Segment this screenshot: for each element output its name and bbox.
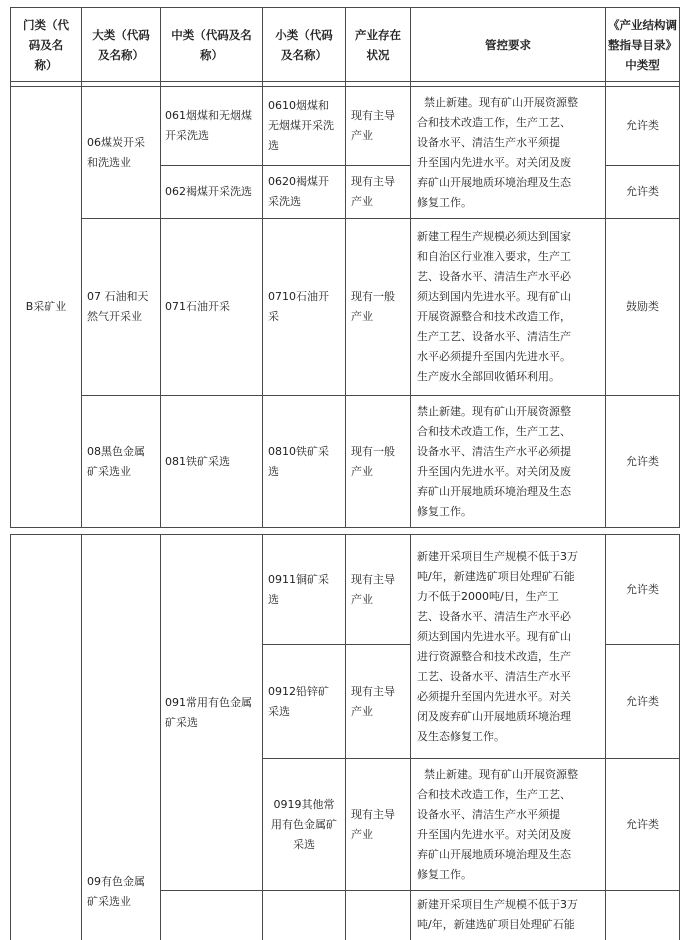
col-divider	[81, 534, 82, 940]
xiaolei-cell: 0810铁矿采 选	[268, 444, 329, 478]
zhonglei-cell: 091常用有色金属 矿采选	[165, 695, 252, 729]
zhonglei-cell: 062褐煤开采洗选	[165, 185, 252, 198]
xiaolei-cell: 0710石油开 采	[268, 290, 329, 323]
control-cell: 新建开采项目生产规模不低于3万 吨/年，新建选矿项目处理矿石能 力不低于2000吨/日，生产工 艺、设备水平、清洁生产水平必 须达到国内先进水平。现有矿山 进行资源整合和技术改造，生产 工艺、设备水平、清洁生产水平 必须提升至国内先进水平。对关 闭及废弃矿山开展地质环境治理 及生态修复工作。	[417, 549, 578, 743]
dalei-cell: 07 石油和天 然气开采业	[87, 290, 149, 323]
type-cell: 允许类	[626, 119, 659, 132]
xiaolei-cell: 0911铜矿采 选	[268, 572, 329, 606]
status-cell: 现有主导 产业	[351, 572, 395, 606]
menlei-cell: B采矿业	[25, 300, 67, 313]
zhonglei-cell: 081铁矿采选	[165, 454, 230, 468]
col-divider	[262, 7, 263, 528]
dalei-cell: 09有色金属 矿采选业	[87, 875, 145, 908]
header-dalei: 大类（代码 及名称）	[92, 27, 150, 62]
header-xiaolei: 小类（代码 及名称）	[275, 27, 333, 62]
col-divider	[160, 7, 161, 528]
status-cell: 现有一般 产业	[351, 444, 395, 478]
control-cell: 新建开采项目生产规模不低于3万 吨/年，新建选矿项目处理矿石能	[417, 898, 578, 931]
dalei-cell: 06煤炭开采 和洗选业	[87, 135, 145, 169]
type-cell: 允许类	[626, 582, 659, 596]
header-zhonglei: 中类（代码及名 称）	[171, 27, 252, 62]
status-cell: 现有主导 产业	[351, 807, 395, 841]
status-cell: 现有主导 产业	[351, 109, 395, 142]
control-cell: 新建工程生产规模必须达到国家 和自治区行业准入要求，生产工 艺、设备水平、清洁生产水平必 须达到国内先进水平。现有矿山 开展资源整合和技术改造工作， 生产工艺、设备水平、清洁生产 水平必须提升至国内先进水平。 生产废水全部回收循环利用。	[417, 230, 571, 383]
col-divider	[10, 534, 11, 940]
row-divider	[160, 890, 680, 891]
xiaolei-cell: 0610烟煤和 无烟煤开采洗 选	[268, 99, 334, 152]
header-menlei: 门类（代 码及名 称）	[23, 17, 69, 72]
type-cell: 允许类	[626, 694, 659, 708]
xiaolei-cell: 0912铅锌矿 采选	[268, 684, 329, 718]
col-divider	[345, 7, 346, 528]
status-cell: 现有一般 产业	[351, 290, 395, 323]
type-cell: 允许类	[626, 454, 659, 468]
status-cell: 现有主导 产业	[351, 684, 395, 718]
status-cell: 现有主导 产业	[351, 175, 395, 208]
control-cell: 禁止新建。现有矿山开展资源整 合和技术改造工作，生产工艺、 设备水平、清洁生产水平须提 升至国内先进水平。对关闭及废 弃矿山开展地质环境治理及生态 修复工作。	[417, 95, 578, 209]
col-divider	[160, 534, 161, 940]
control-cell: 禁止新建。现有矿山开展资源整 合和技术改造工作，生产工艺、 设备水平、清洁生产水平必须提 升至国内先进水平。对关闭及废 弃矿山开展地质环境治理及生态 修复工作。	[417, 404, 571, 518]
col-divider	[679, 7, 680, 528]
xiaolei-cell: 0620褐煤开 采洗选	[268, 175, 329, 208]
type-cell: 允许类	[626, 817, 659, 831]
col-divider	[410, 7, 411, 528]
dalei-cell: 08黑色金属 矿采选业	[87, 444, 145, 478]
xiaolei-cell: 0919其他常 用有色金属矿 采选	[271, 797, 337, 851]
col-divider	[345, 534, 346, 940]
header-control: 管控要求	[485, 37, 531, 52]
col-divider	[81, 7, 82, 528]
header-status: 产业存在 状况	[355, 27, 401, 62]
control-cell: 禁止新建。现有矿山开展资源整 合和技术改造工作，生产工艺、 设备水平、清洁生产水平须提 升至国内先进水平。对关闭及废 弃矿山开展地质环境治理及生态 修复工作。	[417, 767, 578, 881]
header-catalog: 《产业结构调 整指导目录》 中类型	[608, 17, 677, 72]
type-cell: 鼓励类	[626, 300, 659, 313]
col-divider	[410, 534, 411, 940]
type-cell: 允许类	[626, 185, 659, 198]
zhonglei-cell: 061烟煤和无烟煤 开采洗选	[165, 109, 252, 142]
col-divider	[679, 534, 680, 940]
zhonglei-cell: 071石油开采	[165, 300, 230, 313]
